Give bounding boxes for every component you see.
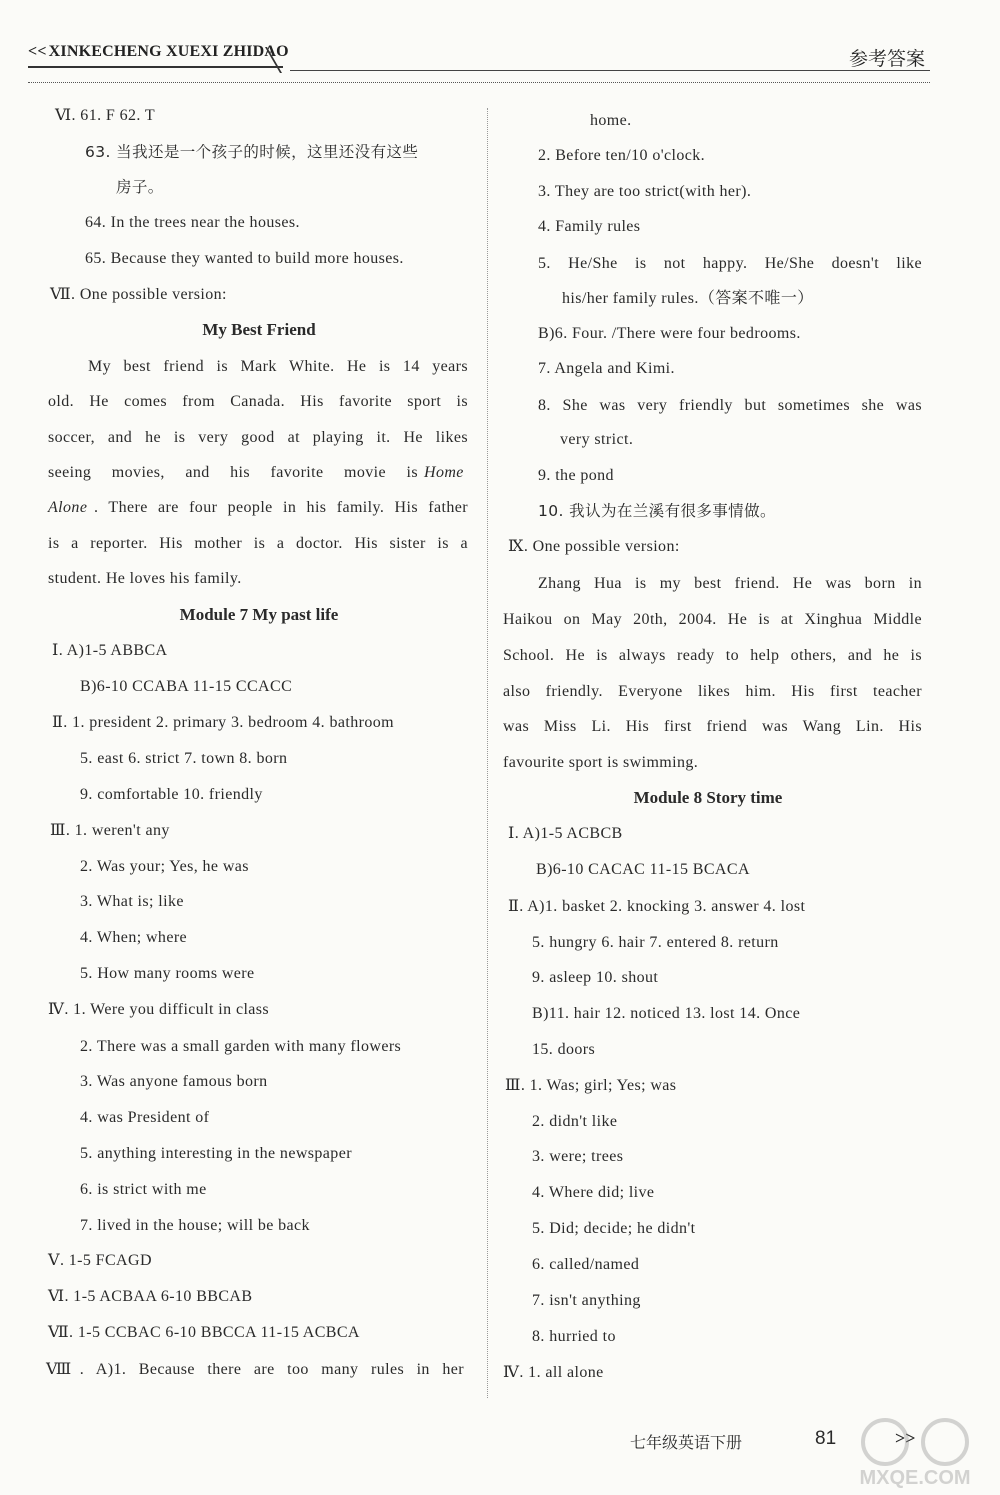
answer-line: 7. isn't anything <box>532 1292 641 1309</box>
essay-line: . There are four people in his family. His father <box>94 499 468 516</box>
module-7-title: Module 7 My past life <box>179 605 339 624</box>
answer-line: 4. Where did; live <box>532 1184 655 1201</box>
answer-line: 7. Angela and Kimi. <box>538 360 675 377</box>
answer-line: 2. didn't like <box>532 1113 618 1130</box>
answer-line: Ⅰ. A)1-5 ACBCB <box>508 825 623 842</box>
answer-line: Ⅰ. A)1-5 ABBCA <box>52 642 168 659</box>
answer-line: Ⅴ. 1-5 FCAGD <box>48 1252 152 1269</box>
answer-line: 65. Because they wanted to build more houses. <box>85 250 404 267</box>
watermark-logo <box>840 1410 990 1490</box>
answer-line: his/her family rules.（答案不唯一） <box>562 290 814 307</box>
essay-line: was Miss Li. His first friend was Wang Lin. His <box>503 718 922 735</box>
header-line <box>290 70 930 71</box>
page-number: 81 <box>815 1428 837 1449</box>
double-chevron-right-icon: >> <box>895 1428 916 1448</box>
answer-line: 10. 我认为在兰溪有很多事情做。 <box>538 502 776 520</box>
answer-line: 8. She was very friendly but sometimes she was <box>538 397 922 414</box>
answer-line: 3. What is; like <box>80 893 184 910</box>
answer-line: 3. Was anyone famous born <box>80 1073 268 1090</box>
answer-line: 3. They are too strict(with her). <box>538 183 752 200</box>
answer-line: 房子。 <box>116 178 164 196</box>
answer-line: Ⅵ. 1-5 ACBAA 6-10 BBCAB <box>48 1288 253 1305</box>
book-title: 七年级英语下册 <box>630 1433 743 1452</box>
answer-line: Ⅸ. One possible version: <box>508 538 680 555</box>
answer-line: Ⅵ. 61. F 62. T <box>55 107 156 124</box>
essay-line: School. He is always ready to help others, and he is <box>503 647 922 664</box>
answer-line: 3. were; trees <box>532 1148 624 1165</box>
answer-line: Ⅶ. One possible version: <box>50 286 227 303</box>
answer-line: Ⅳ. 1. Were you difficult in class <box>48 1001 270 1018</box>
module-8-title: Module 8 Story time <box>633 788 783 807</box>
answer-line: 7. lived in the house; will be back <box>80 1217 310 1234</box>
answer-line: 9. the pond <box>538 467 614 484</box>
watermark-text: MXQE.COM <box>859 1467 971 1489</box>
answer-line: 9. asleep 10. shout <box>532 969 659 986</box>
answer-line: very strict. <box>560 431 634 448</box>
answer-line: 6. is strict with me <box>80 1181 207 1198</box>
answer-line: 15. doors <box>532 1041 596 1058</box>
essay-line: also friendly. Everyone likes him. His first teacher <box>503 683 922 700</box>
movie-title-part: Alone <box>48 499 88 516</box>
answer-line: 2. Was your; Yes, he was <box>80 858 249 875</box>
essay-line: student. He loves his family. <box>48 570 242 587</box>
answer-line: 64. In the trees near the houses. <box>85 214 300 231</box>
answer-line: Ⅲ. 1. weren't any <box>50 822 170 839</box>
answer-line: 6. called/named <box>532 1256 640 1273</box>
answer-line: 9. comfortable 10. friendly <box>80 786 263 803</box>
answer-line: Ⅱ. 1. president 2. primary 3. bedroom 4. bathroom <box>52 714 394 731</box>
essay-line: Zhang Hua is my best friend. He was born in <box>538 575 922 592</box>
answer-line: home. <box>590 112 632 129</box>
answer-line: 5. anything interesting in the newspaper <box>80 1145 352 1162</box>
answer-line: 8. hurried to <box>532 1328 616 1345</box>
section-label: 参考答案 <box>848 48 925 70</box>
answer-line: 4. was President of <box>80 1109 210 1126</box>
header-rule <box>28 66 283 68</box>
answer-line: 5. east 6. strict 7. town 8. born <box>80 750 288 767</box>
essay-line: favourite sport is swimming. <box>503 754 699 771</box>
essay-line: soccer, and he is very good at playing it. He likes <box>48 429 468 446</box>
answer-line: B)6. Four. /There were four bedrooms. <box>538 325 801 342</box>
answer-line: 2. Before ten/10 o'clock. <box>538 147 706 164</box>
answer-line: Ⅶ. 1-5 CCBAC 6-10 BBCCA 11-15 ACBCA <box>48 1324 360 1341</box>
answer-line: 5. Did; decide; he didn't <box>532 1220 696 1237</box>
answer-line: B)6-10 CCABA 11-15 CCACC <box>80 678 293 695</box>
essay-line: My best friend is Mark White. He is 14 years <box>88 358 468 375</box>
answer-line: 5. He/She is not happy. He/She doesn't like <box>538 255 922 272</box>
answer-line: 4. When; where <box>80 929 188 946</box>
essay-line: Haikou on May 20th, 2004. He is at Xinghua Middle <box>503 611 922 628</box>
essay-title: My Best Friend <box>202 320 316 339</box>
answer-line: Ⅳ. 1. all alone <box>503 1364 604 1381</box>
answer-line: B)6-10 CACAC 11-15 BCACA <box>536 861 750 878</box>
answer-line: Ⅱ. A)1. basket 2. knocking 3. answer 4. lost <box>508 898 806 915</box>
answer-line: 4. Family rules <box>538 218 641 235</box>
series-title <box>28 43 289 61</box>
double-chevron-left-icon: << <box>28 43 47 60</box>
movie-title-part: Home <box>424 464 464 481</box>
column-divider <box>487 108 489 1398</box>
answer-line: 5. How many rooms were <box>80 965 255 982</box>
answer-line: 63. 当我还是一个孩子的时候，这里还没有这些 <box>85 143 419 161</box>
answer-line: 5. hungry 6. hair 7. entered 8. return <box>532 934 779 951</box>
series-name: XINKECHENG XUEXI ZHIDAO <box>48 43 289 60</box>
answer-line: 2. There was a small garden with many flowers <box>80 1038 402 1055</box>
essay-line: old. He comes from Canada. His favorite sport is <box>48 393 468 410</box>
answer-line: Ⅷ. A)1. Because there are too many rules in her <box>46 1361 464 1378</box>
answer-line: B)11. hair 12. noticed 13. lost 14. Once <box>532 1005 801 1022</box>
essay-line: seeing movies, and his favorite movie is <box>48 464 418 481</box>
answer-line: Ⅲ. 1. Was; girl; Yes; was <box>505 1077 677 1094</box>
header-dotted-rule <box>28 82 930 83</box>
essay-line: is a reporter. His mother is a doctor. His sister is a <box>48 535 468 552</box>
page-header <box>0 0 1000 90</box>
